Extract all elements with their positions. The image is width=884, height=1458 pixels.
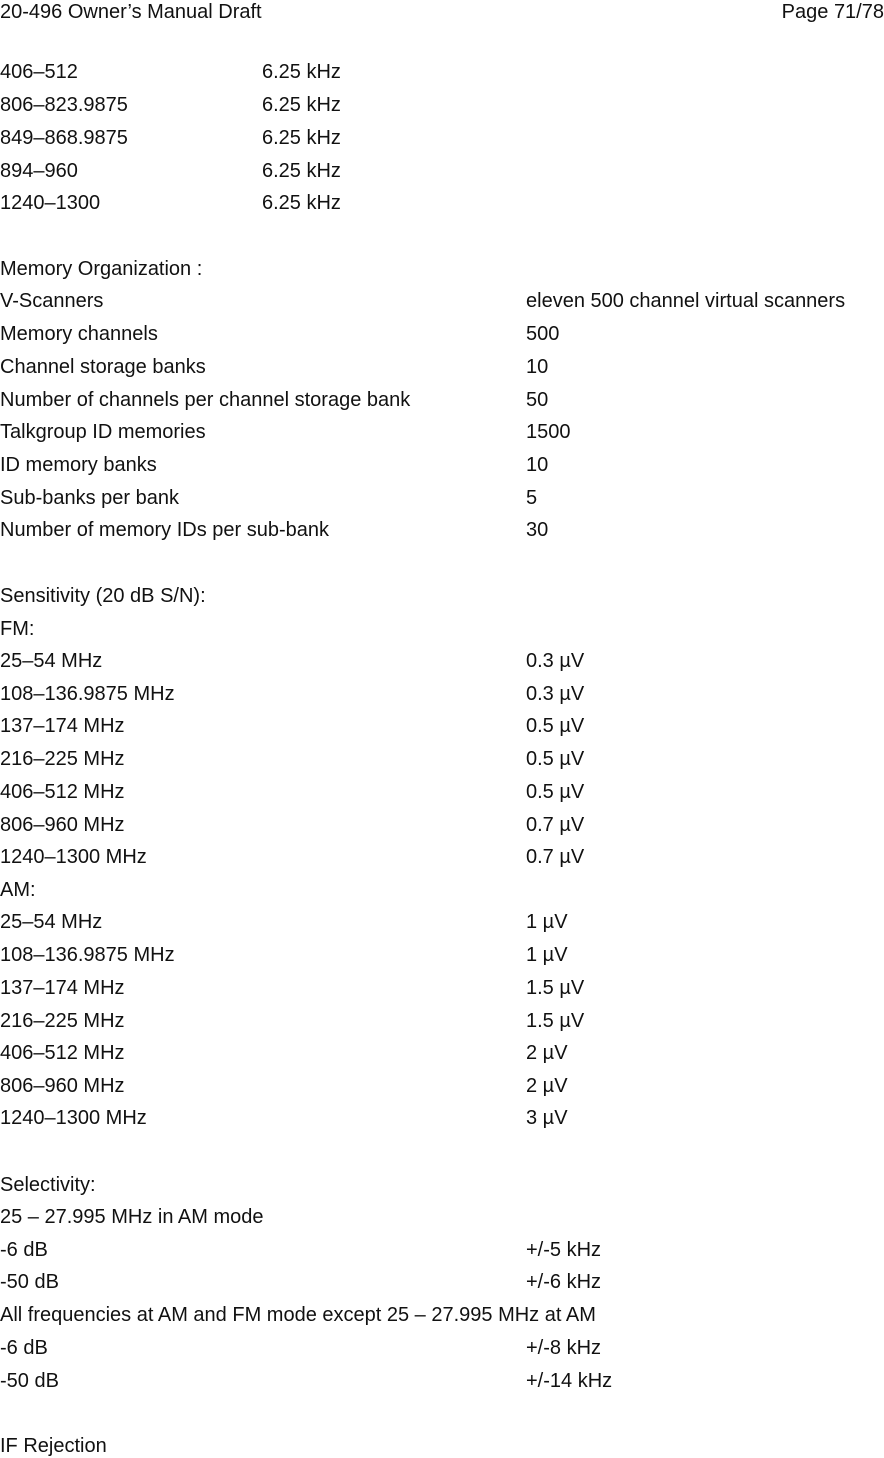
am-label: AM: — [0, 879, 36, 901]
fm-band: 108–136.9875 MHz — [0, 683, 175, 705]
memory-value: 1500 — [526, 421, 571, 443]
step-range: 406–512 — [0, 61, 78, 83]
fm-label: FM: — [0, 618, 35, 640]
am-band: 108–136.9875 MHz — [0, 944, 175, 966]
fm-value: 0.7 µV — [526, 814, 585, 836]
am-value: 3 µV — [526, 1107, 568, 1129]
memory-label: Sub-banks per bank — [0, 487, 180, 509]
am-value: 1 µV — [526, 911, 568, 933]
selectivity-label: -50 dB — [0, 1370, 59, 1392]
memory-value: 5 — [526, 487, 538, 509]
am-value: 1 µV — [526, 944, 568, 966]
memory-value: 10 — [526, 356, 549, 378]
page-number: Page 71/78 — [781, 1, 884, 23]
selectivity-label: -6 dB — [0, 1337, 48, 1359]
am-band: 806–960 MHz — [0, 1075, 125, 1097]
step-range: 1240–1300 — [0, 192, 101, 214]
memory-label: Number of memory IDs per sub-bank — [0, 519, 330, 541]
selectivity-value: +/-5 kHz — [526, 1239, 602, 1261]
selectivity-group-label: All frequencies at AM and FM mode except 25 – 27.995 MHz at AM — [0, 1304, 596, 1326]
memory-heading: Memory Organization : — [0, 258, 203, 280]
fm-band: 406–512 MHz — [0, 781, 125, 803]
fm-band: 137–174 MHz — [0, 715, 125, 737]
selectivity-heading: Selectivity: — [0, 1174, 96, 1196]
am-value: 2 µV — [526, 1075, 568, 1097]
step-value: 6.25 kHz — [262, 94, 341, 116]
memory-label: Talkgroup ID memories — [0, 421, 206, 443]
selectivity-value: +/-14 kHz — [526, 1370, 613, 1392]
memory-value: 50 — [526, 389, 549, 411]
step-value: 6.25 kHz — [262, 127, 341, 149]
am-band: 137–174 MHz — [0, 977, 125, 999]
selectivity-value: +/-8 kHz — [526, 1337, 602, 1359]
fm-band: 25–54 MHz — [0, 650, 103, 672]
fm-value: 0.5 µV — [526, 781, 585, 803]
memory-label: Number of channels per channel storage bank — [0, 389, 411, 411]
memory-label: ID memory banks — [0, 454, 157, 476]
memory-value: 30 — [526, 519, 549, 541]
if-rejection-heading: IF Rejection — [0, 1435, 107, 1457]
step-range: 849–868.9875 — [0, 127, 128, 149]
sensitivity-heading: Sensitivity (20 dB S/N): — [0, 585, 206, 607]
step-value: 6.25 kHz — [262, 160, 341, 182]
step-value: 6.25 kHz — [262, 192, 341, 214]
step-range: 806–823.9875 — [0, 94, 128, 116]
memory-value: eleven 500 channel virtual scanners — [526, 290, 846, 312]
selectivity-group-label: 25 – 27.995 MHz in AM mode — [0, 1206, 264, 1228]
fm-value: 0.7 µV — [526, 846, 585, 868]
memory-label: V-Scanners — [0, 290, 104, 312]
selectivity-label: -50 dB — [0, 1271, 59, 1293]
memory-value: 500 — [526, 323, 560, 345]
am-value: 1.5 µV — [526, 1010, 585, 1032]
am-band: 216–225 MHz — [0, 1010, 125, 1032]
fm-band: 1240–1300 MHz — [0, 846, 147, 868]
am-value: 1.5 µV — [526, 977, 585, 999]
memory-value: 10 — [526, 454, 549, 476]
fm-band: 806–960 MHz — [0, 814, 125, 836]
fm-value: 0.5 µV — [526, 715, 585, 737]
step-range: 894–960 — [0, 160, 78, 182]
selectivity-value: +/-6 kHz — [526, 1271, 602, 1293]
fm-value: 0.3 µV — [526, 683, 585, 705]
am-band: 406–512 MHz — [0, 1042, 125, 1064]
fm-value: 0.5 µV — [526, 748, 585, 770]
am-band: 25–54 MHz — [0, 911, 103, 933]
am-value: 2 µV — [526, 1042, 568, 1064]
selectivity-label: -6 dB — [0, 1239, 48, 1261]
fm-value: 0.3 µV — [526, 650, 585, 672]
memory-label: Channel storage banks — [0, 356, 206, 378]
document-title: 20-496 Owner’s Manual Draft — [0, 1, 262, 23]
step-value: 6.25 kHz — [262, 61, 341, 83]
am-band: 1240–1300 MHz — [0, 1107, 147, 1129]
memory-label: Memory channels — [0, 323, 158, 345]
fm-band: 216–225 MHz — [0, 748, 125, 770]
